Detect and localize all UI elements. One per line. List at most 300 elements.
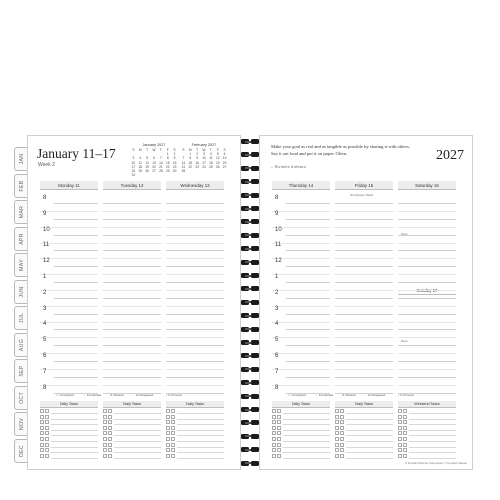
task-checkbox[interactable] (166, 426, 170, 430)
time-slot-line[interactable] (335, 345, 393, 346)
time-slot-line[interactable] (166, 266, 224, 267)
task-checkbox[interactable] (108, 443, 112, 447)
time-slot-line[interactable] (335, 361, 393, 362)
task-line[interactable] (177, 413, 224, 414)
time-slot-line[interactable] (398, 345, 456, 346)
task-checkbox[interactable] (272, 454, 276, 458)
task-checkbox[interactable] (340, 426, 344, 430)
task-line[interactable] (409, 452, 456, 453)
task-checkbox[interactable] (108, 426, 112, 430)
task-checkbox[interactable] (103, 426, 107, 430)
time-slot-line[interactable] (398, 337, 456, 338)
task-line[interactable] (177, 419, 224, 420)
time-slot-line[interactable] (103, 235, 161, 236)
task-line[interactable] (177, 424, 224, 425)
time-slot-line[interactable] (398, 258, 456, 259)
task-checkbox[interactable] (277, 426, 281, 430)
time-slot-line[interactable] (398, 361, 456, 362)
task-line[interactable] (114, 424, 161, 425)
task-line[interactable] (283, 458, 330, 459)
task-checkbox[interactable] (40, 448, 44, 452)
task-line[interactable] (346, 452, 393, 453)
task-checkbox[interactable] (171, 437, 175, 441)
task-line[interactable] (409, 430, 456, 431)
time-slot-line[interactable] (335, 369, 393, 370)
task-checkbox[interactable] (103, 409, 107, 413)
time-slot-line[interactable] (103, 290, 161, 291)
month-tab-jul[interactable] (14, 306, 28, 330)
task-checkbox[interactable] (403, 437, 407, 441)
time-slot-line[interactable] (335, 203, 393, 204)
time-slot-line[interactable] (166, 235, 224, 236)
time-slot-line[interactable] (40, 353, 98, 354)
time-slot-line[interactable] (166, 385, 224, 386)
task-line[interactable] (114, 413, 161, 414)
time-slot-line[interactable] (40, 306, 98, 307)
task-line[interactable] (283, 424, 330, 425)
month-tab-mar[interactable] (14, 200, 28, 224)
month-tab-dec[interactable] (14, 439, 28, 463)
task-line[interactable] (346, 424, 393, 425)
task-checkbox[interactable] (398, 426, 402, 430)
task-checkbox[interactable] (103, 431, 107, 435)
task-checkbox[interactable] (335, 420, 339, 424)
task-checkbox[interactable] (403, 454, 407, 458)
time-slot-line[interactable] (54, 377, 98, 378)
task-checkbox[interactable] (398, 454, 402, 458)
task-checkbox[interactable] (45, 437, 49, 441)
task-checkbox[interactable] (398, 448, 402, 452)
task-checkbox[interactable] (340, 448, 344, 452)
time-slot-line[interactable] (335, 274, 393, 275)
time-slot-line[interactable] (40, 322, 98, 323)
time-slot-line[interactable] (398, 298, 456, 299)
time-slot-line[interactable] (103, 250, 161, 251)
time-slot-line[interactable] (335, 266, 393, 267)
task-line[interactable] (177, 430, 224, 431)
task-checkbox[interactable] (272, 437, 276, 441)
task-checkbox[interactable] (166, 454, 170, 458)
time-slot-line[interactable] (40, 274, 98, 275)
time-slot-line[interactable] (103, 322, 161, 323)
month-tab-aug[interactable] (14, 333, 28, 357)
task-checkbox[interactable] (335, 431, 339, 435)
task-checkbox[interactable] (103, 437, 107, 441)
task-line[interactable] (409, 447, 456, 448)
time-slot-line[interactable] (286, 219, 330, 220)
task-checkbox[interactable] (108, 415, 112, 419)
task-checkbox[interactable] (171, 420, 175, 424)
task-checkbox[interactable] (340, 454, 344, 458)
task-checkbox[interactable] (272, 409, 276, 413)
time-slot-line[interactable] (166, 258, 224, 259)
time-slot-line[interactable] (166, 227, 224, 228)
time-slot-line[interactable] (103, 306, 161, 307)
task-checkbox[interactable] (40, 409, 44, 413)
time-slot-line[interactable] (335, 290, 393, 291)
time-slot-line[interactable] (103, 282, 161, 283)
time-slot-line[interactable] (166, 369, 224, 370)
time-slot-line[interactable] (335, 385, 393, 386)
time-slot-line[interactable] (398, 266, 456, 267)
task-line[interactable] (177, 441, 224, 442)
time-slot-line[interactable] (103, 227, 161, 228)
task-line[interactable] (51, 424, 98, 425)
task-line[interactable] (409, 458, 456, 459)
task-line[interactable] (283, 452, 330, 453)
time-slot-line[interactable] (103, 337, 161, 338)
time-slot-line[interactable] (272, 290, 330, 291)
time-slot-line[interactable] (272, 337, 330, 338)
task-checkbox[interactable] (403, 415, 407, 419)
time-slot-line[interactable] (103, 211, 161, 212)
task-checkbox[interactable] (166, 437, 170, 441)
time-slot-line[interactable] (286, 314, 330, 315)
task-checkbox[interactable] (403, 420, 407, 424)
task-line[interactable] (177, 452, 224, 453)
time-slot-line[interactable] (335, 235, 393, 236)
time-slot-line[interactable] (166, 345, 224, 346)
task-line[interactable] (346, 413, 393, 414)
time-slot-line[interactable] (54, 298, 98, 299)
month-tab-may[interactable] (14, 253, 28, 277)
task-checkbox[interactable] (171, 443, 175, 447)
task-checkbox[interactable] (108, 454, 112, 458)
task-checkbox[interactable] (403, 443, 407, 447)
task-checkbox[interactable] (398, 437, 402, 441)
task-checkbox[interactable] (103, 420, 107, 424)
time-slot-line[interactable] (103, 203, 161, 204)
task-line[interactable] (51, 452, 98, 453)
task-checkbox[interactable] (166, 420, 170, 424)
month-tab-oct[interactable] (14, 386, 28, 410)
time-slot-line[interactable] (398, 250, 456, 251)
task-checkbox[interactable] (103, 443, 107, 447)
time-slot-line[interactable] (272, 211, 330, 212)
month-tab-feb[interactable] (14, 174, 28, 198)
task-checkbox[interactable] (45, 443, 49, 447)
time-slot-line[interactable] (166, 243, 224, 244)
task-checkbox[interactable] (40, 415, 44, 419)
time-slot-line[interactable] (54, 282, 98, 283)
time-slot-line[interactable] (286, 298, 330, 299)
task-checkbox[interactable] (335, 448, 339, 452)
task-checkbox[interactable] (403, 426, 407, 430)
time-slot-line[interactable] (103, 314, 161, 315)
time-slot-line[interactable] (166, 322, 224, 323)
task-checkbox[interactable] (340, 415, 344, 419)
month-tab-jun[interactable] (14, 280, 28, 304)
task-checkbox[interactable] (171, 448, 175, 452)
task-checkbox[interactable] (272, 415, 276, 419)
task-checkbox[interactable] (45, 448, 49, 452)
task-checkbox[interactable] (40, 431, 44, 435)
time-slot-line[interactable] (335, 353, 393, 354)
time-slot-line[interactable] (54, 345, 98, 346)
task-checkbox[interactable] (335, 437, 339, 441)
task-line[interactable] (114, 441, 161, 442)
task-checkbox[interactable] (335, 443, 339, 447)
time-slot-line[interactable] (272, 369, 330, 370)
task-checkbox[interactable] (398, 431, 402, 435)
task-checkbox[interactable] (45, 409, 49, 413)
task-line[interactable] (177, 435, 224, 436)
task-checkbox[interactable] (398, 420, 402, 424)
time-slot-line[interactable] (398, 306, 456, 307)
time-slot-line[interactable] (54, 250, 98, 251)
task-checkbox[interactable] (171, 431, 175, 435)
time-slot-line[interactable] (398, 290, 456, 291)
task-line[interactable] (114, 435, 161, 436)
task-line[interactable] (283, 435, 330, 436)
task-checkbox[interactable] (171, 454, 175, 458)
task-checkbox[interactable] (277, 409, 281, 413)
time-slot-line[interactable] (398, 243, 456, 244)
time-slot-line[interactable] (286, 203, 330, 204)
task-checkbox[interactable] (40, 443, 44, 447)
time-slot-line[interactable] (398, 211, 456, 212)
time-slot-line[interactable] (166, 250, 224, 251)
time-slot-line[interactable] (286, 250, 330, 251)
time-slot-line[interactable] (54, 329, 98, 330)
month-tab-sep[interactable] (14, 359, 28, 383)
task-checkbox[interactable] (340, 437, 344, 441)
time-slot-line[interactable] (398, 274, 456, 275)
task-line[interactable] (51, 413, 98, 414)
task-checkbox[interactable] (272, 443, 276, 447)
task-checkbox[interactable] (403, 431, 407, 435)
time-slot-line[interactable] (103, 266, 161, 267)
task-checkbox[interactable] (398, 443, 402, 447)
task-checkbox[interactable] (166, 409, 170, 413)
time-slot-line[interactable] (166, 298, 224, 299)
task-line[interactable] (409, 435, 456, 436)
month-tab-nov[interactable] (14, 412, 28, 436)
task-checkbox[interactable] (45, 454, 49, 458)
time-slot-line[interactable] (166, 377, 224, 378)
task-checkbox[interactable] (277, 443, 281, 447)
task-checkbox[interactable] (277, 431, 281, 435)
task-checkbox[interactable] (340, 443, 344, 447)
task-checkbox[interactable] (277, 420, 281, 424)
time-slot-line[interactable] (166, 306, 224, 307)
task-checkbox[interactable] (335, 426, 339, 430)
month-tab-apr[interactable] (14, 227, 28, 251)
task-line[interactable] (283, 413, 330, 414)
time-slot-line[interactable] (286, 235, 330, 236)
time-slot-line[interactable] (335, 329, 393, 330)
task-checkbox[interactable] (171, 415, 175, 419)
task-checkbox[interactable] (403, 448, 407, 452)
task-checkbox[interactable] (166, 443, 170, 447)
time-slot-line[interactable] (398, 235, 456, 236)
time-slot-line[interactable] (398, 219, 456, 220)
time-slot-line[interactable] (166, 282, 224, 283)
task-checkbox[interactable] (40, 426, 44, 430)
time-slot-line[interactable] (166, 211, 224, 212)
time-slot-line[interactable] (335, 298, 393, 299)
time-slot-line[interactable] (398, 369, 456, 370)
time-slot-line[interactable] (286, 361, 330, 362)
task-line[interactable] (409, 441, 456, 442)
task-line[interactable] (346, 430, 393, 431)
time-slot-line[interactable] (166, 314, 224, 315)
time-slot-line[interactable] (103, 298, 161, 299)
task-checkbox[interactable] (108, 448, 112, 452)
task-line[interactable] (114, 447, 161, 448)
task-line[interactable] (51, 447, 98, 448)
time-slot-line[interactable] (166, 329, 224, 330)
task-line[interactable] (409, 419, 456, 420)
time-slot-line[interactable] (40, 290, 98, 291)
time-slot-line[interactable] (335, 211, 393, 212)
time-slot-line[interactable] (103, 369, 161, 370)
time-slot-line[interactable] (40, 385, 98, 386)
time-slot-line[interactable] (286, 329, 330, 330)
task-line[interactable] (346, 458, 393, 459)
time-slot-line[interactable] (335, 219, 393, 220)
task-checkbox[interactable] (108, 431, 112, 435)
task-line[interactable] (346, 419, 393, 420)
time-slot-line[interactable] (103, 385, 161, 386)
month-tab-jan[interactable] (14, 147, 28, 171)
task-checkbox[interactable] (272, 448, 276, 452)
time-slot-line[interactable] (286, 266, 330, 267)
time-slot-line[interactable] (54, 219, 98, 220)
time-slot-line[interactable] (335, 306, 393, 307)
time-slot-line[interactable] (166, 274, 224, 275)
time-slot-line[interactable] (335, 250, 393, 251)
task-checkbox[interactable] (166, 431, 170, 435)
time-slot-line[interactable] (166, 353, 224, 354)
time-slot-line[interactable] (272, 322, 330, 323)
time-slot-line[interactable] (103, 258, 161, 259)
task-checkbox[interactable] (277, 437, 281, 441)
time-slot-line[interactable] (335, 282, 393, 283)
task-line[interactable] (346, 447, 393, 448)
time-slot-line[interactable] (54, 235, 98, 236)
time-slot-line[interactable] (398, 329, 456, 330)
time-slot-line[interactable] (398, 314, 456, 315)
task-line[interactable] (114, 419, 161, 420)
time-slot-line[interactable] (335, 377, 393, 378)
time-slot-line[interactable] (54, 266, 98, 267)
time-slot-line[interactable] (335, 314, 393, 315)
task-line[interactable] (177, 447, 224, 448)
time-slot-line[interactable] (103, 353, 161, 354)
task-line[interactable] (409, 413, 456, 414)
task-line[interactable] (409, 424, 456, 425)
task-checkbox[interactable] (277, 415, 281, 419)
time-slot-line[interactable] (286, 282, 330, 283)
task-line[interactable] (51, 419, 98, 420)
time-slot-line[interactable] (103, 345, 161, 346)
task-line[interactable] (283, 430, 330, 431)
task-line[interactable] (283, 447, 330, 448)
task-line[interactable] (346, 441, 393, 442)
task-checkbox[interactable] (45, 426, 49, 430)
time-slot-line[interactable] (335, 337, 393, 338)
task-checkbox[interactable] (403, 409, 407, 413)
time-slot-line[interactable] (166, 337, 224, 338)
time-slot-line[interactable] (103, 243, 161, 244)
task-checkbox[interactable] (335, 409, 339, 413)
time-slot-line[interactable] (40, 337, 98, 338)
task-checkbox[interactable] (340, 420, 344, 424)
task-checkbox[interactable] (108, 437, 112, 441)
time-slot-line[interactable] (166, 203, 224, 204)
task-checkbox[interactable] (103, 454, 107, 458)
time-slot-line[interactable] (166, 361, 224, 362)
task-line[interactable] (346, 435, 393, 436)
task-checkbox[interactable] (45, 415, 49, 419)
time-slot-line[interactable] (286, 345, 330, 346)
task-checkbox[interactable] (171, 426, 175, 430)
task-checkbox[interactable] (103, 448, 107, 452)
time-slot-line[interactable] (54, 314, 98, 315)
task-checkbox[interactable] (40, 437, 44, 441)
time-slot-line[interactable] (272, 274, 330, 275)
time-slot-line[interactable] (103, 377, 161, 378)
time-slot-line[interactable] (398, 282, 456, 283)
task-line[interactable] (177, 458, 224, 459)
task-line[interactable] (114, 458, 161, 459)
time-slot-line[interactable] (398, 385, 456, 386)
time-slot-line[interactable] (398, 322, 456, 323)
time-slot-line[interactable] (103, 274, 161, 275)
task-line[interactable] (283, 419, 330, 420)
time-slot-line[interactable] (166, 290, 224, 291)
time-slot-line[interactable] (335, 322, 393, 323)
time-slot-line[interactable] (166, 219, 224, 220)
time-slot-line[interactable] (398, 377, 456, 378)
task-checkbox[interactable] (398, 415, 402, 419)
task-checkbox[interactable] (340, 409, 344, 413)
task-checkbox[interactable] (45, 420, 49, 424)
task-checkbox[interactable] (108, 420, 112, 424)
task-checkbox[interactable] (335, 415, 339, 419)
time-slot-line[interactable] (272, 306, 330, 307)
time-slot-line[interactable] (272, 385, 330, 386)
task-checkbox[interactable] (40, 454, 44, 458)
task-line[interactable] (51, 435, 98, 436)
task-checkbox[interactable] (40, 420, 44, 424)
time-slot-line[interactable] (40, 211, 98, 212)
time-slot-line[interactable] (398, 227, 456, 228)
task-checkbox[interactable] (166, 415, 170, 419)
time-slot-line[interactable] (103, 219, 161, 220)
task-checkbox[interactable] (335, 454, 339, 458)
time-slot-line[interactable] (103, 361, 161, 362)
task-line[interactable] (51, 441, 98, 442)
task-checkbox[interactable] (171, 409, 175, 413)
time-slot-line[interactable] (54, 361, 98, 362)
task-line[interactable] (114, 430, 161, 431)
time-slot-line[interactable] (335, 243, 393, 244)
task-checkbox[interactable] (272, 431, 276, 435)
task-line[interactable] (114, 452, 161, 453)
time-slot-line[interactable] (335, 258, 393, 259)
task-checkbox[interactable] (398, 409, 402, 413)
task-line[interactable] (51, 458, 98, 459)
time-slot-line[interactable] (103, 329, 161, 330)
task-checkbox[interactable] (277, 454, 281, 458)
time-slot-line[interactable] (398, 353, 456, 354)
task-checkbox[interactable] (277, 448, 281, 452)
task-line[interactable] (283, 441, 330, 442)
task-line[interactable] (51, 430, 98, 431)
time-slot-line[interactable] (335, 227, 393, 228)
